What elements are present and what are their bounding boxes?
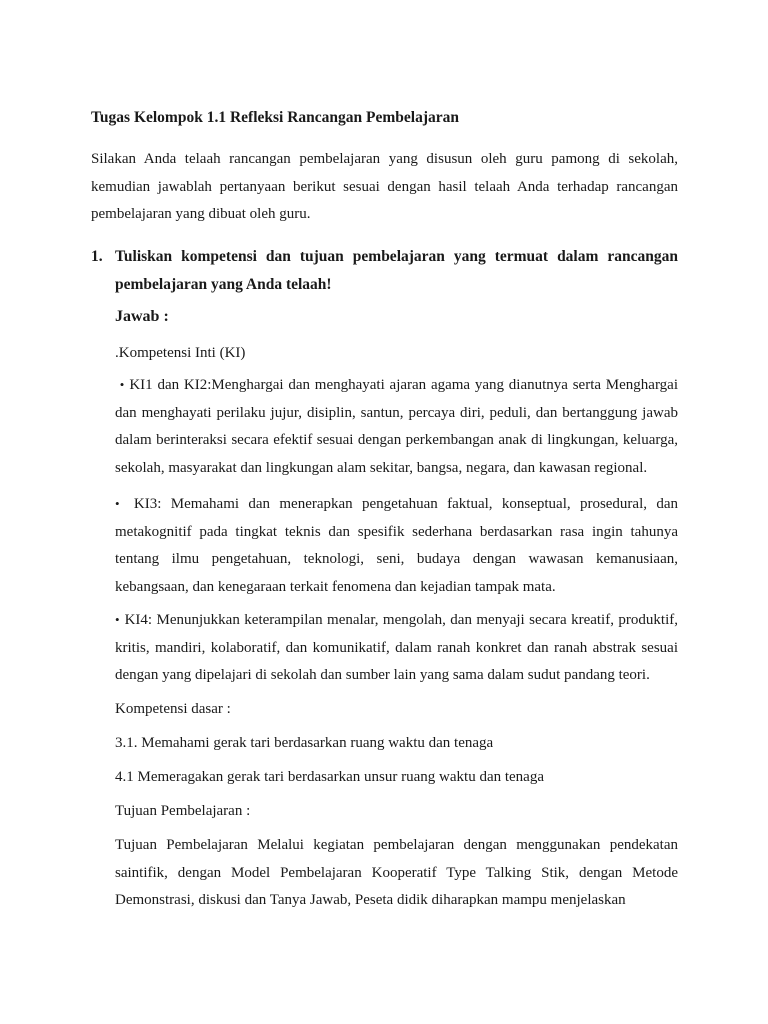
answer-label: Jawab : <box>115 308 169 325</box>
ki3-text: KI3: Memahami dan menerapkan pengetahuan faktual, konseptual, prosedural, dan metakognitif pada tingkat teknis dan spesifik sederhana berdasarkan rasa ingin tahunya tentang ilmu pengetahuan, teknologi, seni, budaya dengan wawasan kemanusiaan, kebangsaan, dan kenegaraan terkait fenomena dan kejadian tampak mata. <box>115 496 678 595</box>
bullet-icon: • <box>115 496 120 511</box>
ki12-paragraph <box>115 371 678 482</box>
document-title: Tugas Kelompok 1.1 Refleksi Rancangan Pembelajaran <box>91 109 460 126</box>
kd-4-1: 4.1 Memeragakan gerak tari berdasarkan unsur ruang waktu dan tenaga <box>115 769 544 785</box>
ki-heading: .Kompetensi Inti (KI) <box>115 345 246 361</box>
question-text: Tuliskan kompetensi dan tujuan pembelajaran yang termuat dalam rancangan pembelajaran yang Anda telaah! <box>115 248 678 293</box>
kd-heading: Kompetensi dasar : <box>115 701 231 717</box>
ki12-text: KI1 dan KI2:Menghargai dan menghayati ajaran agama yang dianutnya serta Menghargai dan menghayati perilaku jujur, disiplin, santun, percaya diri, peduli, dan bertanggung jawab dalam berinteraksi secara efektif sesuai dengan perkembangan anak di lingkungan, keluarga, sekolah, masyarakat dan lingkungan alam sekitar, bangsa, negara, dan kawasan regional. <box>115 377 679 476</box>
kd-3-1: 3.1. Memahami gerak tari berdasarkan ruang waktu dan tenaga <box>115 735 494 751</box>
bullet-icon: • <box>119 377 125 392</box>
ki4-paragraph <box>115 606 678 690</box>
ki4-text: KI4: Menunjukkan keterampilan menalar, mengolah, dan menyaji secara kreatif, produktif, kritis, mandiri, kolaboratif, dan komunikatif, dalam ranah konkret dan ranah abstrak sesuai dengan yang dipelajari di sekolah dan sumber lain yang sama dalam sudut pandang teori. <box>115 612 678 683</box>
tp-body: Tujuan Pembelajaran Melalui kegiatan pembelajaran dengan menggunakan pendekatan saintifik, dengan Model Pembelajaran Kooperatif Type Talking Stik, dengan Metode Demonstrasi, diskusi dan Tanya Jawab, Peseta didik diharapkan mampu menjelaskan <box>115 837 678 908</box>
question-number: 1. <box>91 248 103 265</box>
ki3-paragraph <box>115 490 678 601</box>
bullet-icon: • <box>115 612 120 627</box>
tp-heading: Tujuan Pembelajaran : <box>115 803 251 819</box>
intro-paragraph: Silakan Anda telaah rancangan pembelajaran yang disusun oleh guru pamong di sekolah, kemudian jawablah pertanyaan berikut sesuai dengan hasil telaah Anda terhadap rancangan pembelajaran yang dibuat oleh guru. <box>91 151 678 222</box>
